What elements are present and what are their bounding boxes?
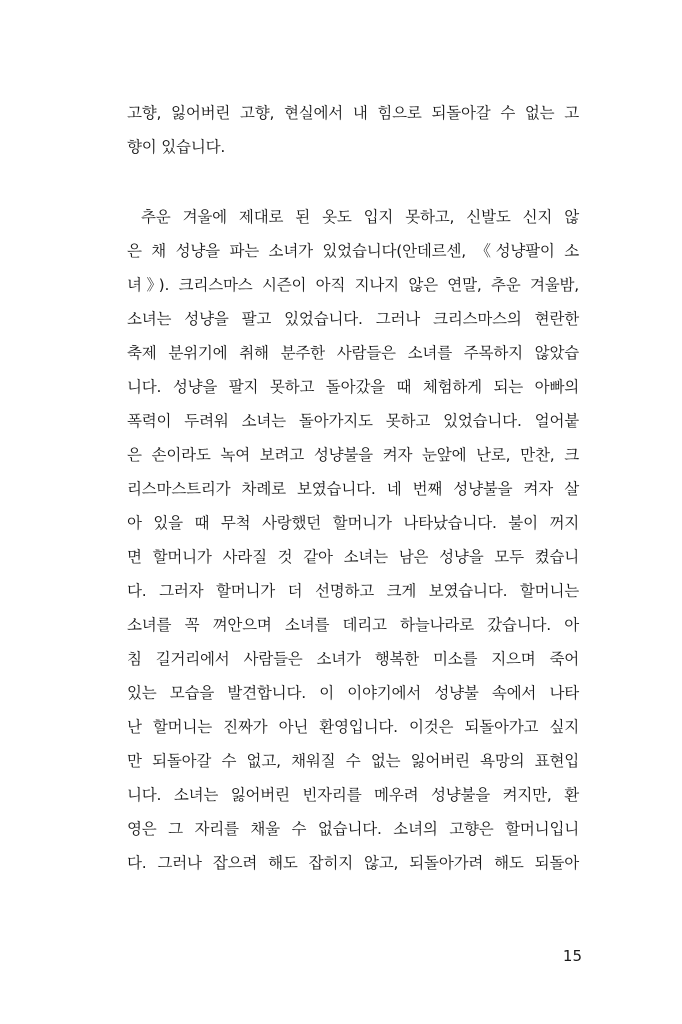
paragraph-2-line: 만 되돌아갈 수 없고, 채워질 수 없는 잃어버린 욕망의 표현입 xyxy=(127,752,579,770)
paragraph-2-line: 폭력이 두려워 소녀는 돌아가지도 못하고 있었습니다. 얼어붙 xyxy=(127,412,579,430)
page-number: 15 xyxy=(562,947,582,965)
paragraph-2-line: 축제 분위기에 취해 분주한 사람들은 소녀를 주목하지 않았습 xyxy=(127,344,579,362)
paragraph-2-line: 은 손이라도 녹여 보려고 성냥불을 켜자 눈앞에 난로, 만찬, 크 xyxy=(127,446,579,464)
paragraph-1 xyxy=(127,96,579,164)
paragraph-2-line: 은 채 성냥을 파는 소녀가 있었습니다(안데르센, 《성냥팔이 소 xyxy=(127,242,579,260)
paragraph-2-line: 있는 모습을 발견합니다. 이 이야기에서 성냥불 속에서 나타 xyxy=(127,684,579,702)
paragraph-2-line: 니다. 소녀는 잃어버린 빈자리를 메우려 성냥불을 켜지만, 환 xyxy=(127,786,579,804)
paragraph-2-line: 영은 그 자리를 채울 수 없습니다. 소녀의 고향은 할머니입니 xyxy=(127,820,579,838)
paragraph-1-line: 향이 있습니다. xyxy=(127,138,226,156)
paragraph-2 xyxy=(127,200,579,880)
paragraph-2-line: 난 할머니는 진짜가 아닌 환영입니다. 이것은 되돌아가고 싶지 xyxy=(127,718,579,736)
paragraph-2-line: 소녀는 성냥을 팔고 있었습니다. 그러나 크리스마스의 현란한 xyxy=(127,310,579,328)
paragraph-2-line: 다. 그러나 잡으려 해도 잡히지 않고, 되돌아가려 해도 되돌아 xyxy=(127,854,579,872)
paragraph-2-line: 다. 그러자 할머니가 더 선명하고 크게 보였습니다. 할머니는 xyxy=(127,582,579,600)
paragraph-2-line: 면 할머니가 사라질 것 같아 소녀는 남은 성냥을 모두 켰습니 xyxy=(127,548,579,566)
paragraph-1-line: 고향, 잃어버린 고향, 현실에서 내 힘으로 되돌아갈 수 없는 고 xyxy=(127,104,579,122)
paragraph-2-line: 추운 겨울에 제대로 된 옷도 입지 못하고, 신발도 신지 않 xyxy=(141,208,579,226)
paragraph-2-line: 소녀를 꼭 껴안으며 소녀를 데리고 하늘나라로 갔습니다. 아 xyxy=(127,616,579,634)
paragraph-2-line: 녀》). 크리스마스 시즌이 아직 지나지 않은 연말, 추운 겨울밤, xyxy=(127,276,579,294)
paragraph-2-line: 아 있을 때 무척 사랑했던 할머니가 나타났습니다. 불이 꺼지 xyxy=(127,514,579,532)
paragraph-2-line: 침 길거리에서 사람들은 소녀가 행복한 미소를 지으며 죽어 xyxy=(127,650,579,668)
paragraph-2-line: 니다. 성냥을 팔지 못하고 돌아갔을 때 체험하게 되는 아빠의 xyxy=(127,378,579,396)
paragraph-2-line: 리스마스트리가 차례로 보였습니다. 네 번째 성냥불을 켜자 살 xyxy=(127,480,579,498)
